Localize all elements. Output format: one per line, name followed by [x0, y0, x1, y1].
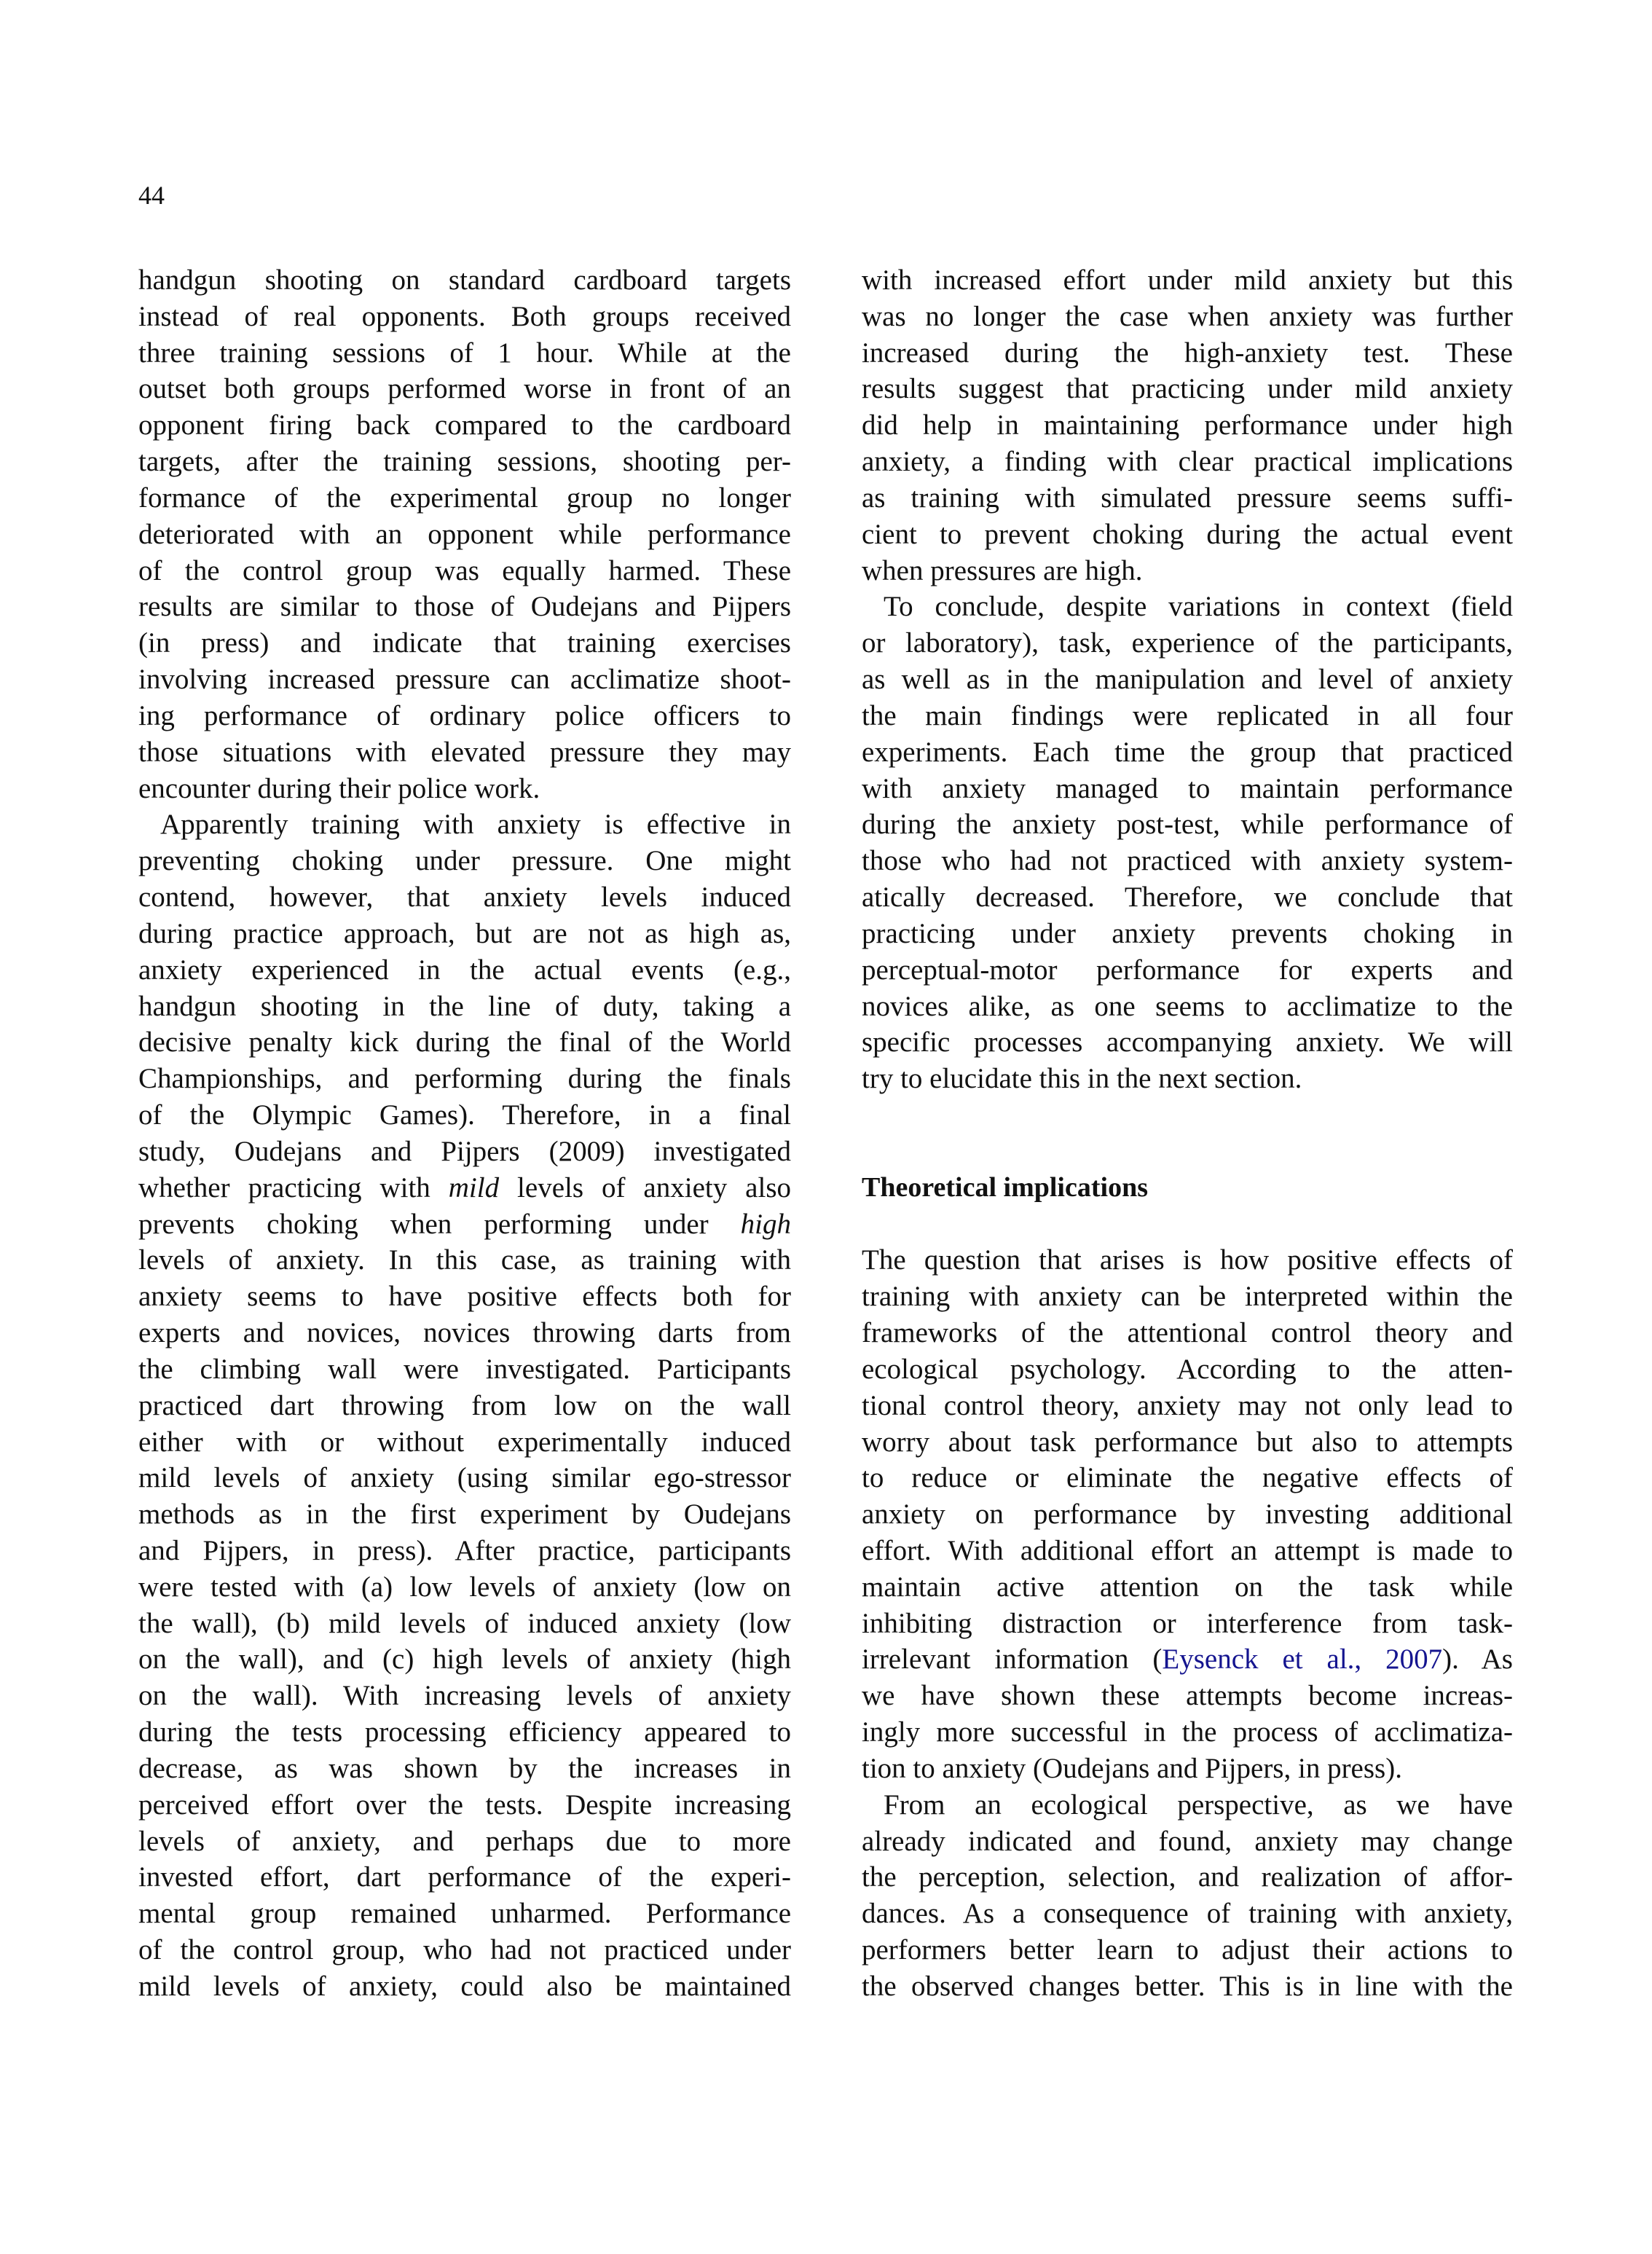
body-text: of the Olympic Games). Therefore, in a final — [138, 1099, 791, 1131]
body-text: levels of anxiety. In this case, as training with — [138, 1244, 791, 1276]
text-line — [138, 1751, 791, 1787]
body-text: those who had not practiced with anxiety system- — [862, 845, 1513, 877]
body-text: or laboratory), task, experience of the participants, — [862, 627, 1513, 659]
text-line — [862, 444, 1513, 480]
text-line — [862, 407, 1513, 444]
body-text: ). As — [1442, 1644, 1513, 1676]
section-heading: Theoretical implications — [862, 1171, 1148, 1203]
right-column-after-heading — [862, 1242, 1513, 2004]
text-line — [862, 480, 1513, 517]
text-line — [862, 1968, 1513, 2005]
text-line — [862, 843, 1513, 879]
body-text: practiced dart throwing from low on the wall — [138, 1389, 791, 1421]
text-line — [138, 1206, 791, 1243]
body-text: when pressures are high. — [862, 554, 1143, 586]
text-line — [138, 1787, 791, 1823]
text-line — [138, 1968, 791, 2005]
body-text: with increased effort under mild anxiety but this — [862, 264, 1513, 296]
text-line — [138, 1024, 791, 1061]
body-text: anxiety, a finding with clear practical implications — [862, 446, 1513, 478]
text-line — [862, 1606, 1513, 1642]
paragraph — [138, 262, 791, 806]
text-line — [862, 806, 1513, 843]
body-text: results suggest that practicing under mild anxiety — [862, 373, 1513, 405]
body-text: was no longer the case when anxiety was further — [862, 300, 1513, 332]
text-line — [862, 771, 1513, 807]
body-text: either with or without experimentally induced — [138, 1426, 791, 1458]
text-line — [862, 952, 1513, 989]
body-text: (in press) and indicate that training exercises — [138, 627, 791, 659]
text-line — [862, 1678, 1513, 1714]
text-line — [138, 517, 791, 553]
body-text: as training with simulated pressure seems suffi- — [862, 482, 1513, 514]
body-text: involving increased pressure can acclimatize shoot- — [138, 664, 791, 696]
text-line — [138, 1533, 791, 1569]
body-text: handgun shooting in the line of duty, taking a — [138, 990, 791, 1022]
body-text: Championships, and performing during the finals — [138, 1063, 791, 1095]
body-text: to reduce or eliminate the negative effects of — [862, 1462, 1513, 1494]
text-line — [862, 371, 1513, 407]
text-line — [138, 1606, 791, 1642]
body-text: preventing choking under pressure. One might — [138, 845, 791, 877]
body-text: mild levels of anxiety (using similar ego-stressor — [138, 1462, 791, 1494]
right-column-before-heading — [862, 262, 1513, 1097]
text-line — [138, 1859, 791, 1896]
body-text: as well as in the manipulation and level of anxiety — [862, 664, 1513, 696]
text-line — [138, 1678, 791, 1714]
body-text: methods as in the first experiment by Oudejans — [138, 1499, 791, 1531]
text-line — [138, 1424, 791, 1461]
body-text: Apparently training with anxiety is effective in — [160, 809, 791, 841]
text-line — [138, 952, 791, 989]
body-text: already indicated and found, anxiety may change — [862, 1825, 1513, 1857]
left-column — [138, 262, 791, 2005]
body-text: The question that arises is how positive effects of — [862, 1244, 1513, 1276]
text-line — [862, 879, 1513, 916]
text-line — [138, 806, 791, 843]
text-line — [862, 661, 1513, 698]
text-line — [138, 444, 791, 480]
body-text: ecological psychology. According to the atten- — [862, 1353, 1513, 1385]
text-line — [138, 916, 791, 952]
body-text: inhibiting distraction or interference from task- — [862, 1607, 1513, 1639]
body-text: of the control group was equally harmed. These — [138, 554, 791, 586]
text-line — [138, 771, 791, 807]
text-line — [862, 1787, 1513, 1823]
body-text: performers better learn to adjust their actions to — [862, 1934, 1513, 1966]
text-line — [138, 1896, 791, 1932]
text-line — [138, 625, 791, 661]
text-line — [862, 1460, 1513, 1496]
text-line — [862, 1751, 1513, 1787]
body-text: levels of anxiety also — [499, 1171, 791, 1203]
text-line — [862, 1424, 1513, 1461]
text-line — [138, 1714, 791, 1751]
body-text: worry about task performance but also to attempts — [862, 1426, 1513, 1458]
text-line — [862, 625, 1513, 661]
text-line — [138, 734, 791, 771]
body-text: tion to anxiety (Oudejans and Pijpers, in press). — [862, 1752, 1402, 1784]
section-spacer — [862, 1206, 1513, 1243]
body-text: three training sessions of 1 hour. While at the — [138, 337, 791, 369]
body-text: those situations with elevated pressure they may — [138, 736, 791, 768]
body-text: prevents choking when performing under — [138, 1208, 741, 1240]
text-line — [138, 553, 791, 589]
section-spacer — [862, 1097, 1513, 1134]
body-text: contend, however, that anxiety levels induced — [138, 881, 791, 914]
text-line — [862, 1279, 1513, 1315]
body-text: invested effort, dart performance of the experi- — [138, 1861, 791, 1893]
body-text: irrelevant information ( — [862, 1644, 1163, 1676]
body-text: experiments. Each time the group that practiced — [862, 736, 1513, 768]
body-text: deteriorated with an opponent while performance — [138, 518, 791, 550]
body-text: decrease, as was shown by the increases in — [138, 1752, 791, 1784]
section-spacer — [862, 1134, 1513, 1170]
body-text: on the wall), and (c) high levels of anxiety (high — [138, 1644, 791, 1676]
text-line — [862, 1714, 1513, 1751]
body-text: of the control group, who had not practiced under — [138, 1934, 791, 1966]
body-text: dances. As a consequence of training with anxiety, — [862, 1898, 1513, 1930]
text-line — [138, 661, 791, 698]
text-line — [138, 299, 791, 335]
text-line — [138, 335, 791, 372]
text-line — [138, 407, 791, 444]
text-line — [862, 1533, 1513, 1569]
text-line — [862, 1315, 1513, 1351]
body-text: on the wall). With increasing levels of anxiety — [138, 1680, 791, 1712]
body-text: targets, after the training sessions, shooting per- — [138, 446, 791, 478]
body-text: the wall), (b) mild levels of induced anxiety (low — [138, 1607, 791, 1639]
emphasis-text: mild — [448, 1171, 500, 1203]
body-text: the perception, selection, and realization of affor- — [862, 1861, 1513, 1893]
text-line — [138, 1061, 791, 1097]
citation-link[interactable]: Eysenck et al., 2007 — [1162, 1644, 1443, 1676]
text-line — [138, 1460, 791, 1496]
body-text: novices alike, as one seems to acclimatize to the — [862, 990, 1513, 1022]
text-line — [862, 589, 1513, 625]
body-text: perceptual-motor performance for experts and — [862, 954, 1513, 986]
body-text: anxiety experienced in the actual events (e.g., — [138, 954, 791, 986]
text-line — [138, 698, 791, 734]
paragraph — [862, 262, 1513, 589]
text-line — [862, 1823, 1513, 1860]
text-line — [138, 1097, 791, 1134]
body-text: did help in maintaining performance under high — [862, 409, 1513, 441]
text-line — [138, 1388, 791, 1424]
body-text: practicing under anxiety prevents choking in — [862, 917, 1513, 949]
body-text: levels of anxiety, and perhaps due to more — [138, 1825, 791, 1857]
text-line — [862, 1388, 1513, 1424]
body-text: mental group remained unharmed. Performance — [138, 1898, 791, 1930]
body-text: tional control theory, anxiety may not only lead to — [862, 1389, 1513, 1421]
text-line — [138, 1932, 791, 1968]
body-text: the observed changes better. This is in line with the — [862, 1970, 1513, 2002]
text-line — [138, 1170, 791, 1206]
text-line — [138, 1242, 791, 1279]
body-text: decisive penalty kick during the final of the World — [138, 1026, 791, 1059]
text-line — [138, 589, 791, 625]
text-line — [862, 262, 1513, 299]
text-line — [862, 1061, 1513, 1097]
body-text: instead of real opponents. Both groups received — [138, 300, 791, 332]
body-text: during the anxiety post-test, while performance of — [862, 809, 1513, 841]
body-text: study, Oudejans and Pijpers (2009) investigated — [138, 1135, 791, 1167]
body-text: outset both groups performed worse in front of an — [138, 373, 791, 405]
text-line — [138, 989, 791, 1025]
text-line — [138, 1641, 791, 1678]
body-text: anxiety seems to have positive effects both for — [138, 1281, 791, 1313]
text-line — [138, 1569, 791, 1606]
text-line — [138, 843, 791, 879]
body-text: training with anxiety can be interpreted within the — [862, 1281, 1513, 1313]
text-line — [138, 1351, 791, 1388]
body-text: were tested with (a) low levels of anxiety (low on — [138, 1571, 791, 1603]
body-text: frameworks of the attentional control theory and — [862, 1317, 1513, 1349]
body-text: effort. With additional effort an attempt is made to — [862, 1534, 1513, 1566]
page-number: 44 — [138, 181, 165, 210]
text-line — [862, 916, 1513, 952]
text-line — [138, 480, 791, 517]
text-line — [862, 299, 1513, 335]
text-line — [862, 517, 1513, 553]
body-text: opponent firing back compared to the cardboard — [138, 409, 791, 441]
right-column — [862, 262, 1513, 2005]
body-text: specific processes accompanying anxiety. We will — [862, 1026, 1513, 1059]
text-line — [862, 1351, 1513, 1388]
body-text: atically decreased. Therefore, we conclude that — [862, 881, 1513, 914]
paragraph — [862, 1787, 1513, 2005]
text-line — [138, 879, 791, 916]
text-line — [138, 1823, 791, 1860]
body-text: the climbing wall were investigated. Participants — [138, 1353, 791, 1385]
body-text: To conclude, despite variations in context (field — [884, 591, 1513, 623]
text-line — [862, 1024, 1513, 1061]
body-text: anxiety on performance by investing additional — [862, 1499, 1513, 1531]
text-line — [862, 1569, 1513, 1606]
text-line — [138, 262, 791, 299]
body-text: formance of the experimental group no longer — [138, 482, 791, 514]
body-text: try to elucidate this in the next section. — [862, 1063, 1302, 1095]
body-text: increased during the high-anxiety test. These — [862, 337, 1513, 369]
text-line — [138, 1134, 791, 1170]
text-line — [862, 1932, 1513, 1968]
body-text: ing performance of ordinary police officers to — [138, 699, 791, 731]
text-line — [862, 1896, 1513, 1932]
body-text: maintain active attention on the task while — [862, 1571, 1513, 1603]
body-text: handgun shooting on standard cardboard targets — [138, 264, 791, 296]
body-text: we have shown these attempts become increas- — [862, 1680, 1513, 1712]
body-text: mild levels of anxiety, could also be maintained — [138, 1970, 791, 2002]
text-line — [862, 1859, 1513, 1896]
body-text: during practice approach, but are not as high as, — [138, 917, 791, 949]
body-text: whether practicing with — [138, 1171, 449, 1203]
text-line — [862, 553, 1513, 589]
body-text: the main findings were replicated in all four — [862, 699, 1513, 731]
body-text: results are similar to those of Oudejans and Pijpers — [138, 591, 791, 623]
body-text: From an ecological perspective, as we have — [884, 1788, 1513, 1821]
text-line — [862, 1496, 1513, 1533]
text-line — [138, 1315, 791, 1351]
text-line — [862, 1242, 1513, 1279]
body-text: cient to prevent choking during the actual event — [862, 518, 1513, 550]
body-text: experts and novices, novices throwing darts from — [138, 1317, 791, 1349]
text-line — [862, 1641, 1513, 1678]
body-text: with anxiety managed to maintain performance — [862, 772, 1513, 804]
paragraph — [138, 806, 791, 2004]
text-line — [138, 1496, 791, 1533]
body-text: encounter during their police work. — [138, 772, 540, 804]
text-line — [862, 734, 1513, 771]
text-line — [862, 335, 1513, 372]
body-text: ingly more successful in the process of acclimatiza- — [862, 1716, 1513, 1748]
text-line — [138, 1279, 791, 1315]
body-text: perceived effort over the tests. Despite increasing — [138, 1788, 791, 1821]
body-text: and Pijpers, in press). After practice, participants — [138, 1534, 791, 1566]
emphasis-text: high — [740, 1208, 791, 1240]
paragraph — [862, 589, 1513, 1097]
text-line — [862, 989, 1513, 1025]
text-line — [138, 371, 791, 407]
body-text: during the tests processing efficiency appeared to — [138, 1716, 791, 1748]
paragraph — [862, 1242, 1513, 1786]
text-line — [862, 698, 1513, 734]
